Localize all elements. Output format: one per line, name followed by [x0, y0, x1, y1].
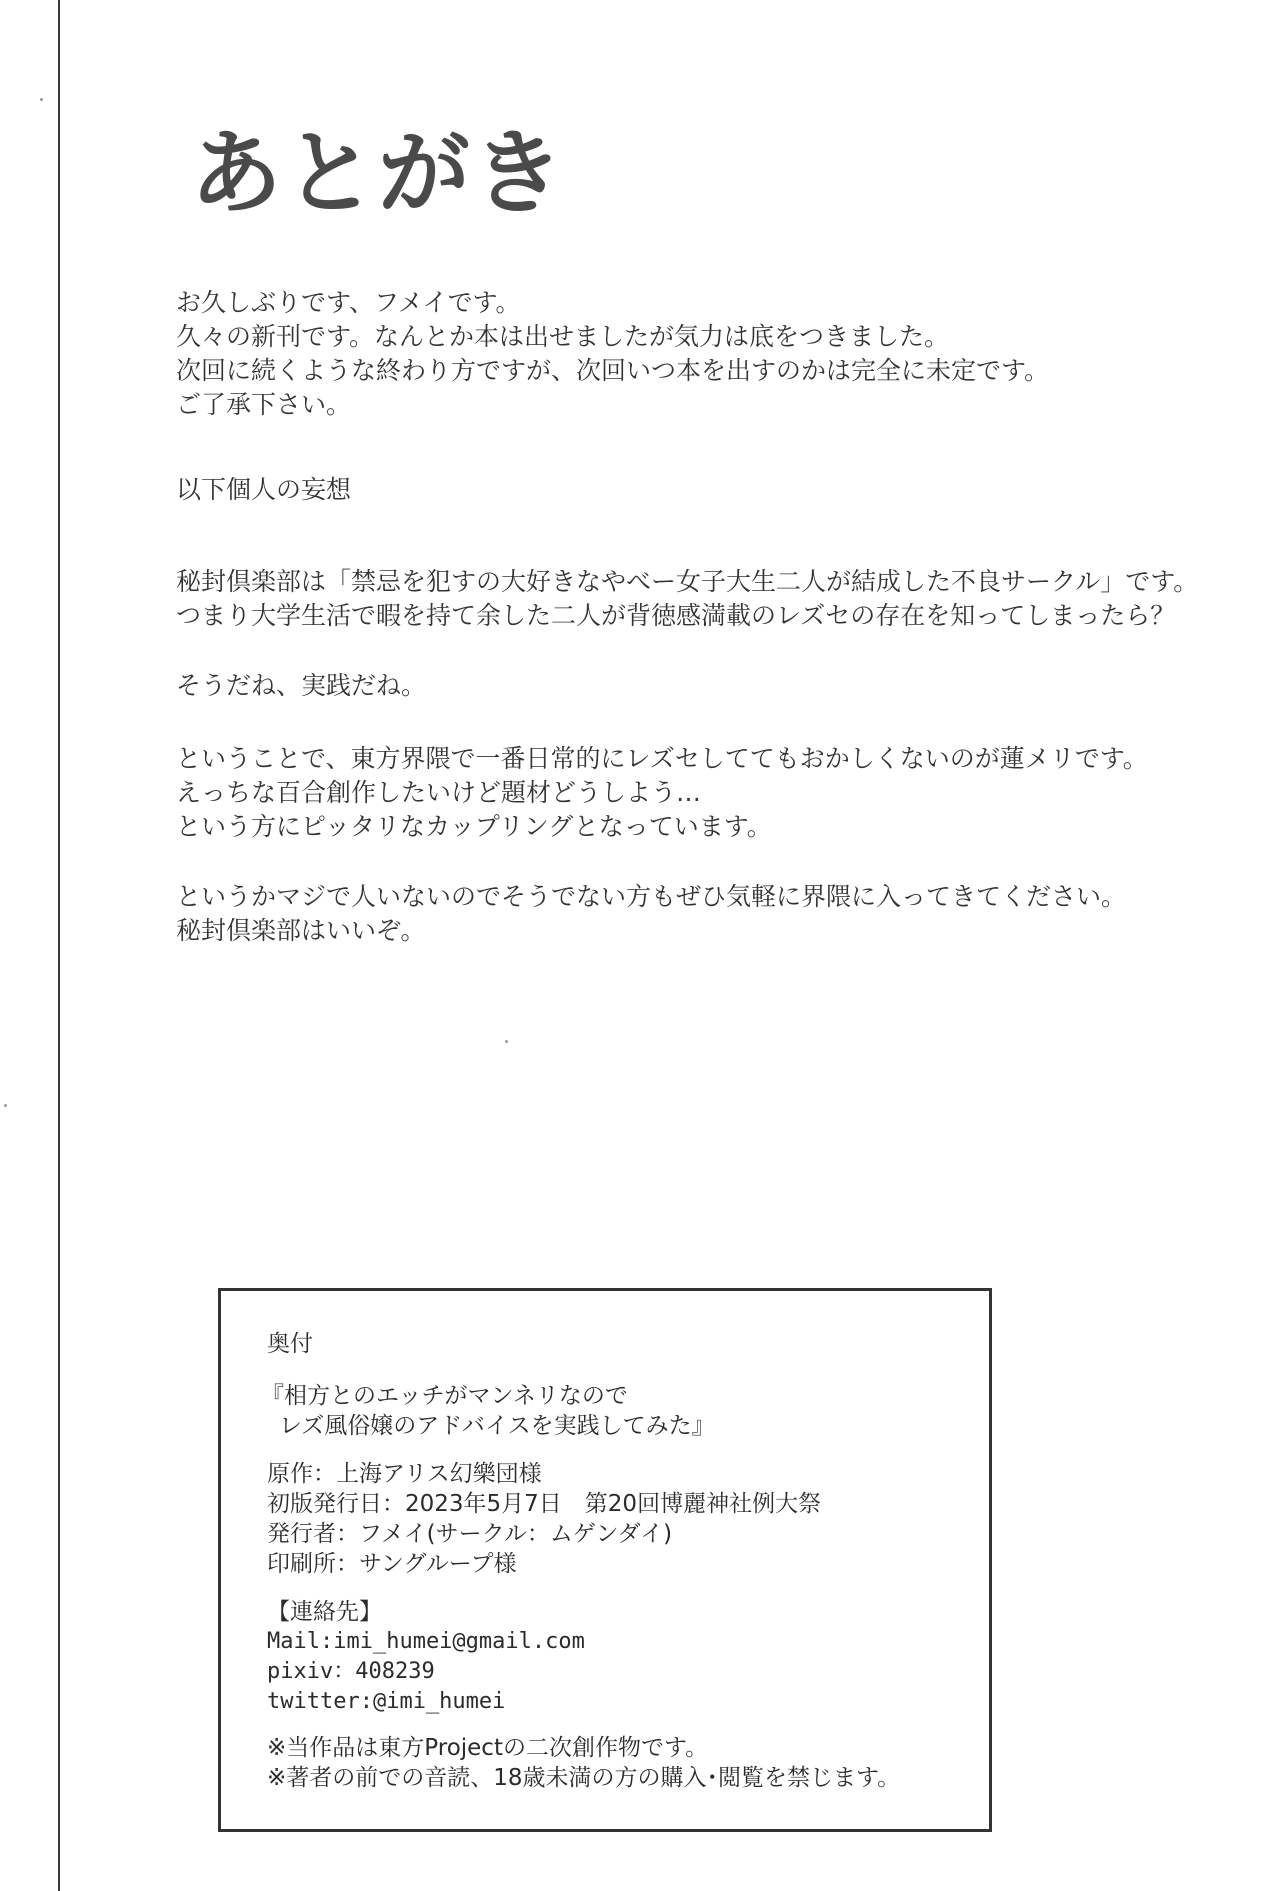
contact-heading: 【連絡先】: [267, 1599, 382, 1625]
notes-section: [267, 1733, 900, 1793]
text-line: 秘封倶楽部はいいぞ。: [176, 916, 426, 945]
afterword-body: [176, 286, 1236, 948]
contact-section: [267, 1597, 900, 1717]
contact-pixiv: pixiv：408239: [267, 1659, 435, 1684]
text-line: つまり大学生活で暇を持て余した二人が背徳感満載のレズセの存在を知ってしまったら？: [176, 601, 1176, 630]
contact-mail: Mail:imi_humei@gmail.com: [267, 1629, 585, 1654]
derivative-work-note: ※当作品は東方Projectの二次創作物です。: [267, 1735, 709, 1761]
couple-paragraph: [176, 742, 1236, 844]
text-line: そうだね、実践だね。: [176, 671, 427, 700]
text-line: ご了承下さい。: [176, 390, 352, 419]
first-edition-date: 初版発行日：2023年5月7日 第20回博麗神社例大祭: [267, 1491, 822, 1517]
scan-speck: [505, 1040, 508, 1043]
original-work: 原作：上海アリス幻樂団様: [267, 1461, 542, 1487]
printer: 印刷所：サングループ様: [267, 1551, 517, 1577]
text-line: というかマジで人いないのでそうでない方もぜひ気軽に界隈に入ってきてください。: [176, 882, 1127, 911]
text-line: 久々の新刊です。なんとか本は出せましたが気力は底をつきました。: [176, 322, 950, 351]
age-restriction-note: ※著者の前での音読、18歳未満の方の購入･閲覧を禁じます。: [267, 1765, 901, 1791]
scan-speck: [4, 1104, 7, 1107]
book-title: [261, 1381, 900, 1441]
colophon-box: [218, 1288, 992, 1832]
colophon-content: [261, 1329, 901, 1793]
text-line: えっちな百合創作したいけど題材どうしよう…: [176, 778, 702, 807]
text-line: という方にピッタリなカップリングとなっています。: [176, 812, 772, 841]
contact-twitter: twitter:@imi_humei: [267, 1689, 506, 1714]
closing-paragraph: [176, 880, 1236, 948]
text-line: 次回に続くような終わり方ですが、次回いつ本を出すのかは完全に未定です。: [176, 356, 1050, 385]
text-line: 以下個人の妄想: [176, 475, 352, 504]
intro-paragraph: [176, 473, 1236, 507]
text-line: お久しぶりです、フメイです。: [176, 288, 521, 317]
publication-details: [267, 1459, 900, 1579]
practice-paragraph: [176, 669, 1236, 703]
colophon-heading: 奥付: [267, 1331, 313, 1357]
greeting-paragraph: [176, 286, 1236, 422]
text-line: ということで、東方界隈で一番日常的にレズセしててもおかしくないのが蓮メリです。: [176, 744, 1148, 773]
text-line: 秘封倶楽部は「禁忌を犯すの大好きなやべー女子大生二人が結成した不良サークル」です。: [176, 567, 1199, 596]
book-title-line: 『相方とのエッチがマンネリなので: [261, 1383, 628, 1409]
scan-speck: [40, 98, 43, 101]
afterword-title: あとがき: [190, 120, 567, 227]
page-edge-line: [58, 0, 60, 1891]
concept-paragraph: [176, 565, 1236, 633]
book-title-line: レズ風俗嬢のアドバイスを実践してみた』: [279, 1413, 715, 1439]
publisher: 発行者：フメイ(サークル：ムゲンダイ): [267, 1521, 673, 1547]
